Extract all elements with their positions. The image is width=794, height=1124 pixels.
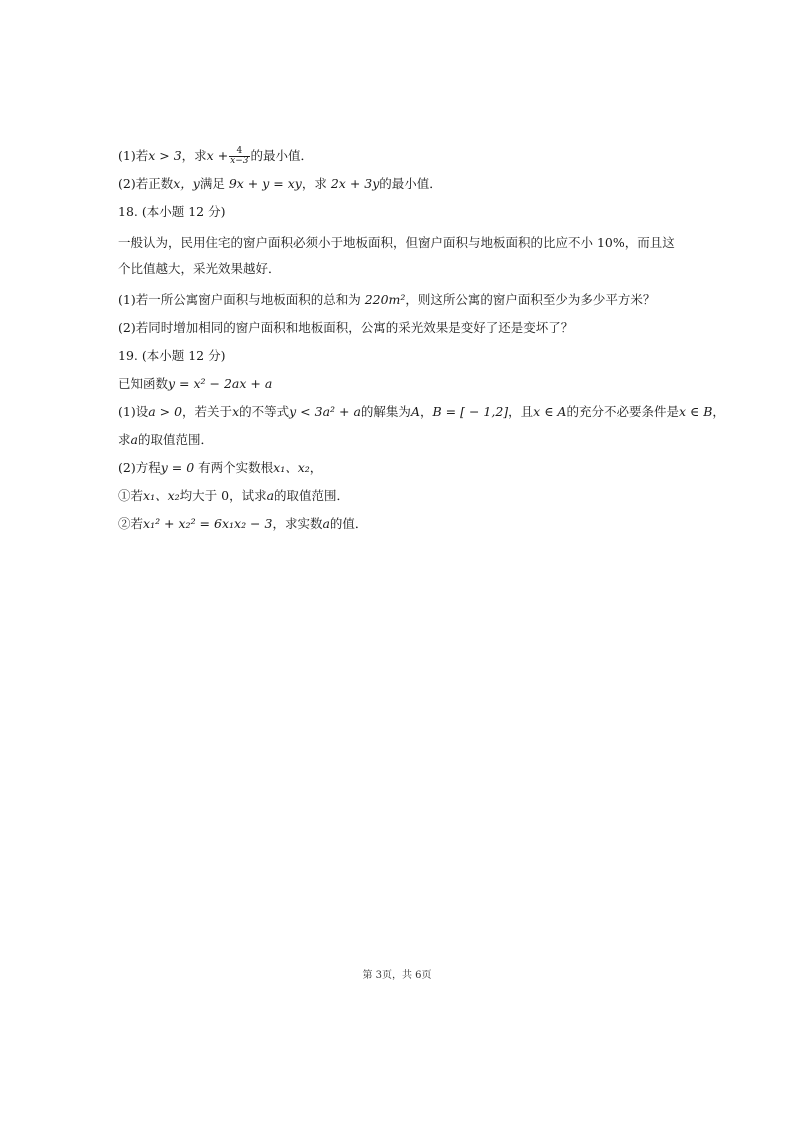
problem17-part1: [118, 146, 678, 166]
problem17-part2: [118, 174, 678, 194]
text: ，若关于: [182, 404, 233, 419]
text: ，求: [301, 176, 331, 191]
math-expression: 2x + 3y: [330, 176, 380, 191]
page-number: 第 3页，共 6页: [362, 970, 432, 981]
math-condition: x > 3: [148, 148, 182, 163]
text: ，: [309, 460, 323, 475]
text: (1)若一所公寓窗户面积与地板面积的总和为: [118, 292, 365, 307]
text: ，求实数: [272, 516, 323, 531]
text: ②若: [118, 516, 144, 531]
text: 的取值范围．: [274, 488, 350, 503]
math: A: [410, 404, 420, 419]
math: x ∈ B: [678, 404, 713, 419]
fraction-denominator: x−3: [230, 156, 249, 166]
problem18-intro: 一般认为，民用住宅的窗户面积必须小于地板面积，但窗户面积与地板面积的比应不小 10%，而且这个比值越大，采光效果越好．: [118, 235, 675, 276]
math: a: [266, 488, 275, 503]
text: 的取值范围．: [137, 432, 213, 447]
text: 的值．: [329, 516, 368, 531]
fraction-numerator: 4: [229, 147, 249, 157]
text: 有两个实数根: [194, 460, 274, 475]
math-equation: 9x + y = xy: [228, 176, 302, 191]
problem19-header: 19. (本小题 12 分): [118, 348, 226, 363]
text: ①若: [118, 488, 144, 503]
math: x ∈ A: [533, 404, 567, 419]
math: x: [232, 404, 240, 419]
problem18-header: 18. (本小题 12 分): [118, 204, 226, 219]
text: 的充分不必要条件是: [566, 404, 679, 419]
text: 的不等式: [239, 404, 290, 419]
problem19-sub1: [118, 486, 678, 506]
math: B = [ − 1,2]: [432, 404, 509, 419]
text: 的解集为: [360, 404, 411, 419]
math: x₁、x₂: [273, 460, 310, 475]
text: (2)若正数: [118, 176, 174, 191]
text: (2)方程: [118, 460, 161, 475]
problem19-part2: [118, 458, 678, 478]
math: y = 0: [160, 460, 195, 475]
math-area: 220m²: [364, 292, 406, 307]
page-content: [118, 146, 725, 542]
text: 满足: [199, 176, 229, 191]
problem19-part1-line2: [118, 430, 678, 450]
math: x₁、x₂: [143, 488, 180, 503]
math: x₁² + x₂² = 6x₁x₂ − 3: [143, 516, 273, 531]
text: ，求: [181, 148, 207, 163]
text: ，: [419, 404, 433, 419]
text: 的最小值．: [379, 176, 442, 191]
math-variables: x，y: [173, 176, 200, 191]
problem18-part2: (2)若同时增加相同的窗户面积和地板面积，公寓的采光效果是变好了还是变坏了？: [118, 320, 574, 335]
text: 的最小值．: [250, 148, 314, 163]
math-expression: x +: [206, 148, 229, 163]
math: a: [322, 516, 330, 531]
problem19-part1-line1: [118, 402, 725, 422]
text: (1)设: [118, 404, 149, 419]
text: ，且: [508, 404, 534, 419]
text: 求: [118, 432, 131, 447]
math-function: y = x² − 2ax + a: [168, 376, 273, 391]
problem18-part1: [118, 290, 678, 310]
problem19-sub2: [118, 514, 678, 534]
text: 已知函数: [118, 376, 169, 391]
math: y < 3a² + a: [289, 404, 361, 419]
math: a > 0: [148, 404, 183, 419]
text: ，: [712, 404, 725, 419]
math: a: [130, 432, 138, 447]
text: (1)若: [118, 148, 149, 163]
text: 均大于 0，试求: [179, 488, 267, 503]
problem19-intro: [118, 374, 678, 394]
fraction: [229, 147, 249, 166]
text: ，则这所公寓的窗户面积至少为多少平方米？: [405, 292, 656, 307]
